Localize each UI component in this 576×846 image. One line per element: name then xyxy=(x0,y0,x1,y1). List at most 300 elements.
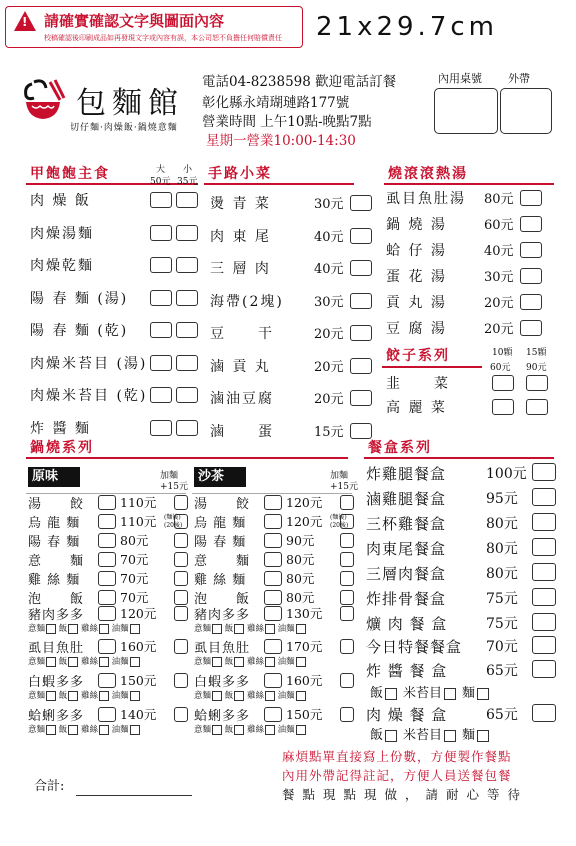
soup-price: 20元 xyxy=(484,322,514,337)
hotpot-shacha-price: 150元 xyxy=(286,707,323,722)
takeout-box[interactable] xyxy=(500,88,552,134)
bento-name: 炸雞腿餐盒 xyxy=(366,465,447,483)
bento-price: 80元 xyxy=(486,566,518,582)
qty-small-box[interactable] xyxy=(176,225,198,241)
side-dish-qty-box[interactable] xyxy=(350,228,372,244)
bento-choice-box[interactable] xyxy=(477,730,489,742)
side-dish-price: 40元 xyxy=(314,262,344,277)
hotpot-original-name: 虱目魚肚 xyxy=(28,641,85,656)
hotpot-choice-box[interactable] xyxy=(46,725,56,735)
hotpot-choice: 飯 xyxy=(58,657,68,667)
qty-small-box[interactable] xyxy=(176,387,198,403)
hotpot-shacha-name: 雞 絲 麵 xyxy=(194,573,247,588)
hotpot-shacha-price: 170元 xyxy=(286,639,323,654)
main-food-item: 炸 醬 麵 xyxy=(30,420,91,437)
hotpot-original-box[interactable] xyxy=(98,639,116,654)
hotpot-choice: 雞絲 xyxy=(80,624,98,634)
bento-price: 65元 xyxy=(486,707,518,723)
hotpot-original-name: 雞 絲 麵 xyxy=(28,573,81,588)
hotpot-original-price: 160元 xyxy=(120,639,157,654)
hotpot-choice: 雞絲 xyxy=(246,725,264,735)
dumpling-10-box[interactable] xyxy=(492,375,514,391)
hotpot-choice: 飯 xyxy=(58,725,68,735)
soups-title: 燒滾滾熱湯 xyxy=(388,166,468,182)
hotpot-shacha-name: 虱目魚肚 xyxy=(194,641,251,656)
hotpot-choice-box[interactable] xyxy=(46,624,56,634)
hotpot-choice: 飯 xyxy=(224,725,234,735)
qty-small-box[interactable] xyxy=(176,192,198,208)
hotpot-choice-box[interactable] xyxy=(46,657,56,667)
address: 彰化縣永靖瑚璉路177號 xyxy=(202,95,350,111)
hotpot-original-box[interactable] xyxy=(98,552,116,567)
hotpot-shacha-extra-box[interactable] xyxy=(340,590,354,605)
dumpling-col2: 15顆 xyxy=(526,348,547,358)
qty-big-box[interactable] xyxy=(150,225,172,241)
hotpot-original-price: 70元 xyxy=(120,552,149,567)
bento-qty-box[interactable] xyxy=(532,660,556,678)
side-dish-qty-box[interactable] xyxy=(350,390,372,406)
bento-name: 肉東尾餐盒 xyxy=(366,540,447,558)
hotpot-original-price: 70元 xyxy=(120,571,149,586)
soup-name: 虱目魚肚湯 xyxy=(386,191,466,207)
hotpot-shacha-extra-box[interactable] xyxy=(340,606,354,621)
hotpot-choice-box[interactable] xyxy=(68,725,78,735)
hotpot-choice-box[interactable] xyxy=(296,691,306,701)
hotpot-choice: 雞絲 xyxy=(80,657,98,667)
hotpot-original-box[interactable] xyxy=(98,673,116,688)
bento-qty-box[interactable] xyxy=(532,613,556,631)
bento-qty-box[interactable] xyxy=(532,588,556,606)
hotpot-choice-box[interactable] xyxy=(234,624,244,634)
hotpot-shacha-extra-box[interactable] xyxy=(340,673,354,688)
bento-name: 三層肉餐盒 xyxy=(366,565,447,583)
hotpot-choice-box[interactable] xyxy=(99,691,109,701)
soup-name: 鍋 燒 湯 xyxy=(386,217,447,233)
bento-price: 80元 xyxy=(486,516,518,532)
main-food-item: 肉 燥 飯 xyxy=(30,193,91,209)
hotpot-choice: 意麵 xyxy=(194,624,212,634)
dumpling-col1: 10顆 xyxy=(492,348,513,358)
bento-choice-row xyxy=(370,682,495,701)
hotpot-choice: 油麵 xyxy=(111,624,129,634)
hotpot-original-price: 140元 xyxy=(120,707,157,722)
hotpot-shacha-name: 意 麵 xyxy=(194,554,251,569)
hotpot-shacha-box[interactable] xyxy=(264,495,282,510)
hotpot-choice-box[interactable] xyxy=(130,691,140,701)
hotpot-choice: 雞絲 xyxy=(80,691,98,701)
dumpling-col1-price: 60元 xyxy=(490,363,511,373)
bento-name: 三杯雞餐盒 xyxy=(366,515,447,533)
hotpot-choice-box[interactable] xyxy=(212,657,222,667)
hotpot-choice: 意麵 xyxy=(194,725,212,735)
hotpot-choice: 油麵 xyxy=(277,657,295,667)
hotpot-shacha-price: 80元 xyxy=(286,590,315,605)
monday-hours: 星期一營業10:00-14:30 xyxy=(206,133,356,149)
hotpot-shacha-price: 160元 xyxy=(286,673,323,688)
bento-price: 80元 xyxy=(486,541,518,557)
dumpling-15-box[interactable] xyxy=(526,399,548,415)
hotpot-original-extra-box[interactable] xyxy=(174,552,188,567)
bento-price: 95元 xyxy=(486,491,518,507)
bento-choice-box[interactable] xyxy=(385,730,397,742)
hotpot-choice: 飯 xyxy=(224,691,234,701)
qty-small-box[interactable] xyxy=(176,355,198,371)
bento-price: 100元 xyxy=(486,466,527,482)
hotpot-shacha-name: 豬肉多多 xyxy=(194,608,251,623)
qty-small-box[interactable] xyxy=(176,257,198,273)
hotpot-choice: 雞絲 xyxy=(246,691,264,701)
hotpot-shacha-extra-box[interactable] xyxy=(340,552,354,567)
side-dish-qty-box[interactable] xyxy=(350,358,372,374)
hotpot-shacha-box[interactable] xyxy=(264,639,282,654)
hotpot-original-name: 泡 飯 xyxy=(28,592,85,607)
hotpot-choice-box[interactable] xyxy=(130,657,140,667)
qty-big-box[interactable] xyxy=(150,322,172,338)
main-food-item: 肉燥乾麵 xyxy=(30,258,94,274)
hotpot-choice: 意麵 xyxy=(28,725,46,735)
side-dish-price: 20元 xyxy=(314,359,344,375)
hotpot-original-extra-box[interactable] xyxy=(174,606,188,621)
hotpot-choice: 油麵 xyxy=(111,691,129,701)
hotpot-shacha-name: 白蝦多多 xyxy=(194,675,251,690)
hotpot-choice: 飯 xyxy=(224,624,234,634)
hotpot-original-name: 蛤蜊多多 xyxy=(28,709,85,724)
hotpot-choice-box[interactable] xyxy=(296,657,306,667)
bento-choice: 飯 xyxy=(370,728,384,743)
hotpot-original-name: 陽 春 麵 xyxy=(28,535,81,550)
bento-price: 65元 xyxy=(486,663,518,679)
total-label: 合計: xyxy=(34,779,65,794)
qty-small-box[interactable] xyxy=(176,322,198,338)
qty-big-box[interactable] xyxy=(150,355,172,371)
dumplings-title: 餃子系列 xyxy=(386,348,450,364)
soup-qty-box[interactable] xyxy=(520,242,542,258)
extra-noodle-label-2: 加麵 xyxy=(330,471,349,481)
hotpot-title: 鍋燒系列 xyxy=(30,440,94,456)
dumpling-name: 韭 菜 xyxy=(386,376,450,392)
hotpot-choice-box[interactable] xyxy=(99,725,109,735)
hotpot-shacha-extra-box[interactable] xyxy=(340,707,354,722)
hotpot-choice-box[interactable] xyxy=(265,691,275,701)
hotpot-shacha-box[interactable] xyxy=(264,590,282,605)
note-line-3: 餐點現點現做，請耐心等待 xyxy=(282,787,529,802)
qty-big-box[interactable] xyxy=(150,290,172,306)
hotpot-choice-box[interactable] xyxy=(296,725,306,735)
hotpot-choice-box[interactable] xyxy=(234,725,244,735)
col-big-label: 大 xyxy=(156,165,166,175)
shop-tagline: 切仔麵·肉燥飯·鍋燒意麵 xyxy=(70,123,178,133)
side-dish-name: 海帶(2塊) xyxy=(210,293,284,310)
hotpot-choice: 飯 xyxy=(58,691,68,701)
side-dish-qty-box[interactable] xyxy=(350,325,372,341)
hotpot-add-note: (20後) xyxy=(330,522,349,529)
hotpot-choice: 油麵 xyxy=(277,624,295,634)
note-line-2: 內用外帶記得註記，方便人員送餐包餐 xyxy=(282,768,512,783)
hotpot-shacha-price: 120元 xyxy=(286,495,323,510)
hotpot-choice-box[interactable] xyxy=(296,624,306,634)
hotpot-shacha-price: 120元 xyxy=(286,514,323,529)
col-small-label: 小 xyxy=(183,165,193,175)
bento-choice-row xyxy=(370,724,495,743)
hotpot-original-extra-box[interactable] xyxy=(174,571,188,586)
hotpot-shacha-box[interactable] xyxy=(264,552,282,567)
warning-banner: ! 請確實確認文字與圖面內容 校稿確認後印刷成品如再發現文字或內容有誤，本公司恕不負擔任何賠償責任 xyxy=(5,6,303,48)
hotpot-choice-row xyxy=(28,723,142,735)
hotpot-shacha-extra-box[interactable] xyxy=(340,533,354,548)
soup-name: 貢 丸 湯 xyxy=(386,295,447,311)
hotpot-choice-row xyxy=(194,622,308,634)
qty-big-box[interactable] xyxy=(150,192,172,208)
soup-name: 蛤 仔 湯 xyxy=(386,243,447,259)
hotpot-choice: 油麵 xyxy=(111,657,129,667)
takeout-label: 外帶 xyxy=(508,72,530,85)
side-dish-price: 30元 xyxy=(314,197,344,212)
hotpot-choice-box[interactable] xyxy=(68,657,78,667)
hotpot-original-extra-box[interactable] xyxy=(174,533,188,548)
side-dish-name: 滷 貢 丸 xyxy=(210,358,271,375)
soup-qty-box[interactable] xyxy=(520,294,542,310)
hotpot-choice: 意麵 xyxy=(28,691,46,701)
hotpot-shacha-box[interactable] xyxy=(264,707,282,722)
hotpot-choice-box[interactable] xyxy=(212,691,222,701)
qty-small-box[interactable] xyxy=(176,290,198,306)
soup-price: 40元 xyxy=(484,244,514,259)
bento-qty-box[interactable] xyxy=(532,513,556,531)
bento-qty-box[interactable] xyxy=(532,563,556,581)
shacha-label: 沙茶 xyxy=(194,467,246,487)
hotpot-choice-row xyxy=(194,689,308,701)
soup-qty-box[interactable] xyxy=(520,320,542,336)
bento-name: 今日特餐餐盒 xyxy=(366,638,463,656)
hotpot-original-extra-box[interactable] xyxy=(174,673,188,688)
note-line-1: 麻煩點單直接寫上份數，方便製作餐點 xyxy=(282,749,512,764)
shop-name: 包麵館 xyxy=(76,86,184,121)
hotpot-original-price: 110元 xyxy=(120,495,157,510)
main-food-item: 肉燥湯麵 xyxy=(30,225,94,242)
soup-name: 豆 腐 湯 xyxy=(386,321,447,337)
hotpot-choice: 油麵 xyxy=(111,725,129,735)
hotpot-choice: 雞絲 xyxy=(246,657,264,667)
paper-size: 21x29.7cm xyxy=(316,12,498,42)
hotpot-choice-box[interactable] xyxy=(212,624,222,634)
hotpot-original-extra-box[interactable] xyxy=(174,495,188,510)
side-dishes-title: 手路小菜 xyxy=(208,166,272,182)
qty-big-box[interactable] xyxy=(150,420,172,436)
hotpot-shacha-extra-box[interactable] xyxy=(340,639,354,654)
hotpot-choice: 雞絲 xyxy=(246,624,264,634)
hotpot-choice: 飯 xyxy=(224,657,234,667)
main-food-item: 陽 春 麵 (湯) xyxy=(30,290,129,307)
hotpot-shacha-extra-box[interactable] xyxy=(340,571,354,586)
hotpot-choice-box[interactable] xyxy=(99,657,109,667)
hotpot-shacha-extra-box[interactable] xyxy=(340,495,354,510)
bento-name: 炸排骨餐盒 xyxy=(366,590,447,608)
hotpot-choice: 意麵 xyxy=(194,657,212,667)
hotpot-shacha-price: 80元 xyxy=(286,552,315,567)
bento-choice-box[interactable] xyxy=(444,688,456,700)
side-dish-name: 燙 青 菜 xyxy=(210,196,271,212)
side-dish-price: 40元 xyxy=(314,229,344,245)
hotpot-original-box[interactable] xyxy=(98,514,116,529)
soup-qty-box[interactable] xyxy=(520,216,542,232)
hotpot-original-price: 70元 xyxy=(120,590,149,605)
hotpot-shacha-name: 蛤蜊多多 xyxy=(194,709,251,724)
bento-choice: 米苔目 xyxy=(403,686,443,701)
hotpot-original-extra-box[interactable] xyxy=(174,590,188,605)
hotpot-choice: 油麵 xyxy=(277,725,295,735)
hotpot-choice-box[interactable] xyxy=(234,691,244,701)
hotpot-shacha-box[interactable] xyxy=(264,533,282,548)
hotpot-choice-row xyxy=(28,655,142,667)
hotpot-choice-box[interactable] xyxy=(99,624,109,634)
dumpling-15-box[interactable] xyxy=(526,375,548,391)
soup-price: 30元 xyxy=(484,270,514,285)
hotpot-add-note: (20後) xyxy=(164,522,183,529)
extra-noodle-price-2: +15元 xyxy=(330,482,358,492)
bento-title: 餐盒系列 xyxy=(368,440,432,456)
hotpot-shacha-name: 湯 餃 xyxy=(194,497,251,512)
qty-big-box[interactable] xyxy=(150,387,172,403)
hotpot-choice-box[interactable] xyxy=(130,624,140,634)
bento-qty-box[interactable] xyxy=(532,636,556,654)
hotpot-choice-box[interactable] xyxy=(234,657,244,667)
hotpot-choice-box[interactable] xyxy=(68,624,78,634)
bento-name: 滷雞腿餐盒 xyxy=(366,490,447,508)
bento-name: 肉 燥 餐 盒 xyxy=(366,706,448,724)
hotpot-shacha-name: 泡 飯 xyxy=(194,592,251,607)
hotpot-original-extra-box[interactable] xyxy=(174,639,188,654)
hotpot-original-name: 烏 龍 麵 xyxy=(28,516,81,531)
bowl-logo-icon xyxy=(20,78,66,122)
hotpot-original-box[interactable] xyxy=(98,606,116,621)
soup-price: 60元 xyxy=(484,218,514,233)
hotpot-choice-box[interactable] xyxy=(68,691,78,701)
qty-small-box[interactable] xyxy=(176,420,198,436)
hotpot-shacha-price: 90元 xyxy=(286,533,315,548)
hotpot-shacha-box[interactable] xyxy=(264,514,282,529)
bento-price: 75元 xyxy=(486,616,518,632)
side-dish-price: 20元 xyxy=(314,392,344,407)
hotpot-choice: 意麵 xyxy=(28,657,46,667)
bento-choice-box[interactable] xyxy=(444,730,456,742)
dumpling-col2-price: 90元 xyxy=(526,363,547,373)
side-dish-name: 滷油豆腐 xyxy=(210,391,274,407)
hotpot-choice-row xyxy=(194,723,308,735)
hotpot-original-name: 豬肉多多 xyxy=(28,608,85,623)
hotpot-original-box[interactable] xyxy=(98,495,116,510)
soup-name: 蛋 花 湯 xyxy=(386,269,447,285)
side-dish-qty-box[interactable] xyxy=(350,195,372,211)
bento-choice: 飯 xyxy=(370,686,384,701)
hotpot-original-price: 120元 xyxy=(120,606,157,621)
hotpot-shacha-price: 80元 xyxy=(286,571,315,586)
hotpot-original-box[interactable] xyxy=(98,707,116,722)
soup-qty-box[interactable] xyxy=(520,268,542,284)
side-dish-name: 肉 東 尾 xyxy=(210,228,271,245)
bento-choice: 麵 xyxy=(462,728,476,743)
dumpling-10-box[interactable] xyxy=(492,399,514,415)
side-dish-price: 30元 xyxy=(314,294,344,310)
hotpot-shacha-price: 130元 xyxy=(286,606,323,621)
qty-big-box[interactable] xyxy=(150,257,172,273)
main-food-item: 肉燥米苔目 (乾) xyxy=(30,388,148,404)
hotpot-original-price: 80元 xyxy=(120,533,149,548)
hotpot-choice: 飯 xyxy=(58,624,68,634)
hotpot-choice-box[interactable] xyxy=(46,691,56,701)
bento-name: 炸 醬 餐 盒 xyxy=(366,662,448,680)
extra-noodle-price-1: +15元 xyxy=(160,482,188,492)
col-small-price: 35元 xyxy=(177,177,198,187)
hotpot-choice-box[interactable] xyxy=(212,725,222,735)
hotpot-shacha-box[interactable] xyxy=(264,571,282,586)
bento-name: 爌 肉 餐 盒 xyxy=(366,615,448,633)
total-line[interactable] xyxy=(76,795,192,796)
bento-qty-box[interactable] xyxy=(532,463,556,481)
bento-qty-box[interactable] xyxy=(532,538,556,556)
phone: 電話04-8238598 歡迎電話訂餐 xyxy=(202,74,397,90)
hotpot-shacha-box[interactable] xyxy=(264,673,282,688)
hotpot-noodle-note: (麵後) xyxy=(164,514,181,521)
hotpot-choice-row xyxy=(194,655,308,667)
hotpot-original-box[interactable] xyxy=(98,571,116,586)
warning-text: 請確實確認文字與圖面內容 xyxy=(44,12,225,30)
hotpot-original-box[interactable] xyxy=(98,533,116,548)
hotpot-choice: 雞絲 xyxy=(80,725,98,735)
main-food-title: 甲飽飽主食 xyxy=(30,166,110,182)
main-food-item: 肉燥米苔目 (湯) xyxy=(30,355,148,372)
bento-qty-box[interactable] xyxy=(532,704,556,722)
hotpot-original-box[interactable] xyxy=(98,590,116,605)
bento-price: 75元 xyxy=(486,591,518,607)
side-dish-qty-box[interactable] xyxy=(350,260,372,276)
hotpot-choice-row xyxy=(28,689,142,701)
side-dish-price: 20元 xyxy=(314,327,344,342)
hotpot-choice-box[interactable] xyxy=(265,657,275,667)
bento-qty-box[interactable] xyxy=(532,488,556,506)
side-dish-name: 三 層 肉 xyxy=(210,261,271,277)
soup-price: 80元 xyxy=(484,192,514,207)
dine-in-box[interactable] xyxy=(434,88,498,134)
hotpot-shacha-box[interactable] xyxy=(264,606,282,621)
hotpot-original-name: 白蝦多多 xyxy=(28,675,85,690)
bento-choice-box[interactable] xyxy=(477,688,489,700)
bento-choice-box[interactable] xyxy=(385,688,397,700)
hotpot-original-name: 湯 餃 xyxy=(28,497,85,512)
bento-choice: 麵 xyxy=(462,686,476,701)
hotpot-original-price: 110元 xyxy=(120,514,157,529)
disclaimer-text: 校稿確認後印刷成品如再發現文字或內容有誤，本公司恕不負擔任何賠償責任 xyxy=(44,34,282,42)
hours: 營業時間 上午10點-晚點7點 xyxy=(202,114,372,130)
col-big-price: 50元 xyxy=(150,177,171,187)
hotpot-original-extra-box[interactable] xyxy=(174,707,188,722)
hotpot-shacha-name: 陽 春 麵 xyxy=(194,535,247,550)
hotpot-choice-box[interactable] xyxy=(265,624,275,634)
extra-noodle-label-1: 加麵 xyxy=(160,471,179,481)
hotpot-choice-box[interactable] xyxy=(130,725,140,735)
side-dish-qty-box[interactable] xyxy=(350,293,372,309)
hotpot-choice-box[interactable] xyxy=(265,725,275,735)
hotpot-choice: 油麵 xyxy=(277,691,295,701)
side-dish-name: 滷 蛋 xyxy=(210,423,274,440)
hotpot-choice-row xyxy=(28,622,142,634)
soup-qty-box[interactable] xyxy=(520,190,542,206)
side-dish-price: 15元 xyxy=(314,424,344,440)
hotpot-choice: 意麵 xyxy=(28,624,46,634)
hotpot-shacha-name: 烏 龍 麵 xyxy=(194,516,247,531)
side-dish-name: 豆 干 xyxy=(210,326,274,342)
soup-price: 20元 xyxy=(484,296,514,311)
original-label: 原味 xyxy=(28,467,80,487)
